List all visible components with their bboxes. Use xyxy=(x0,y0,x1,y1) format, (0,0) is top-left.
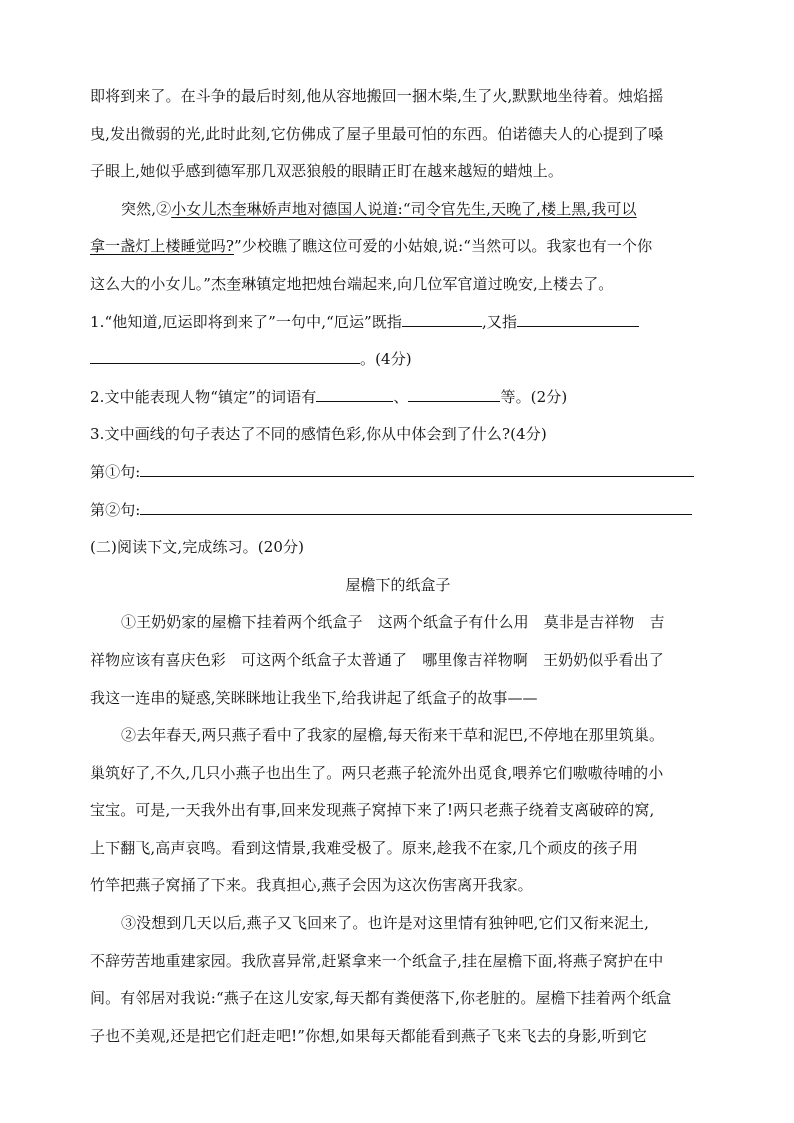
answer-blank[interactable] xyxy=(90,349,360,364)
article-line: 巢筑好了,不久,几只小燕子也出生了。两只老燕子轮流外出觅食,喂养它们嗷嗷待哺的小 xyxy=(90,763,664,782)
article-line: ①王奶奶家的屋檐下挂着两个纸盒子 这两个纸盒子有什么用 莫非是吉祥物 吉 xyxy=(121,613,665,632)
underlined-sentence: 小女儿杰奎琳娇声地对德国人说道:“司令官先生,天晚了,楼上黑,我可以 xyxy=(171,199,637,218)
passage-paragraph-2-line-1 xyxy=(90,191,706,229)
question-2-text: 、 xyxy=(393,387,409,406)
question-1-continued xyxy=(90,341,706,379)
article-line: 祥物应该有喜庆色彩 可这两个纸盒子太普通了 哪里像吉祥物啊 王奶奶似乎看出了 xyxy=(90,650,664,669)
question-2-score: 等。(2分) xyxy=(500,387,568,406)
passage-text: ”少校瞧了瞧这位可爱的小姑娘,说:“当然可以。我家也有一个你 xyxy=(234,237,653,256)
answer-blank[interactable] xyxy=(517,312,639,327)
answer-blank[interactable] xyxy=(140,462,694,477)
article-line: 我这一连串的疑惑,笑眯眯地让我坐下,给我讲起了纸盒子的故事—— xyxy=(90,688,538,707)
article-line: 不辞劳苦地重建家园。我欣喜异常,赶紧拿来一个纸盒子,挂在屋檐下面,将燕子窝护在中 xyxy=(90,951,664,970)
answer-label: 第①句: xyxy=(90,462,141,481)
question-1-text: 1.“他知道,厄运即将到来了”一句中,“厄运”既指 xyxy=(90,312,403,331)
article-title: 屋檐下的纸盒子 xyxy=(345,575,451,594)
answer-line-2 xyxy=(90,492,706,530)
answer-blank[interactable] xyxy=(402,312,482,327)
article-line: 宝宝。可是,一天我外出有事,回来发现燕子窝掉下来了!两只老燕子绕着支离破碎的窝, xyxy=(90,801,655,820)
article-line: 子也不美观,还是把它们赶走吧!”你想,如果每天都能看到燕子飞来飞去的身影,听到它 xyxy=(90,1026,648,1045)
question-1-score: 。(4分) xyxy=(360,350,412,369)
underlined-sentence-end: 拿一盏灯上楼睡觉吗? xyxy=(90,237,235,256)
question-1-text: ,又指 xyxy=(482,312,518,331)
section-heading: (二)阅读下文,完成练习。(20分) xyxy=(90,538,305,557)
article-line: ③没想到几天以后,燕子又飞回来了。也许是对这里情有独钟吧,它们又衔来泥土, xyxy=(121,914,650,933)
answer-blank[interactable] xyxy=(316,387,393,402)
answer-line-1 xyxy=(90,454,706,492)
passage-line: 子眼上,她似乎感到德军那几双恶狼般的眼睛正盯在越来越短的蜡烛上。 xyxy=(90,162,563,181)
document-page xyxy=(90,78,706,1055)
passage-line: 曳,发出微弱的光,此时此刻,它仿佛成了屋子里最可怕的东西。伯诺德夫人的心提到了嗓 xyxy=(90,124,664,143)
passage-line: 即将到来了。在斗争的最后时刻,他从容地搬回一捆木柴,生了火,默默地坐待着。烛焰摇 xyxy=(90,87,664,105)
question-1 xyxy=(90,304,706,342)
article-line: 上下翻飞,高声哀鸣。看到这情景,我难受极了。原来,趁我不在家,几个顽皮的孩子用 xyxy=(90,838,638,857)
answer-label: 第②句: xyxy=(90,500,141,519)
passage-line: 这么大的小女儿。”杰奎琳镇定地把烛台端起来,向几位军官道过晚安,上楼去了。 xyxy=(90,274,614,293)
question-3: 3.文中画线的句子表达了不同的感情色彩,你从中体会到了什么?(4分) xyxy=(90,425,547,444)
answer-blank[interactable] xyxy=(140,500,692,515)
article-line: 间。有邻居对我说:“燕子在这儿安家,每天都有粪便落下,你老脏的。屋檐下挂着两个纸盒 xyxy=(90,989,672,1008)
answer-blank[interactable] xyxy=(408,387,500,402)
paragraph-lead: 突然,② xyxy=(121,199,172,218)
question-2 xyxy=(90,379,706,417)
passage-paragraph-2-line-2 xyxy=(90,228,706,266)
article-line: ②去年春天,两只燕子看中了我家的屋檐,每天衔来干草和泥巴,不停地在那里筑巢。 xyxy=(121,726,665,745)
question-2-text: 2.文中能表现人物“镇定”的词语有 xyxy=(90,387,317,406)
article-line: 竹竿把燕子窝捅了下来。我真担心,燕子会因为这次伤害离开我家。 xyxy=(90,876,533,895)
